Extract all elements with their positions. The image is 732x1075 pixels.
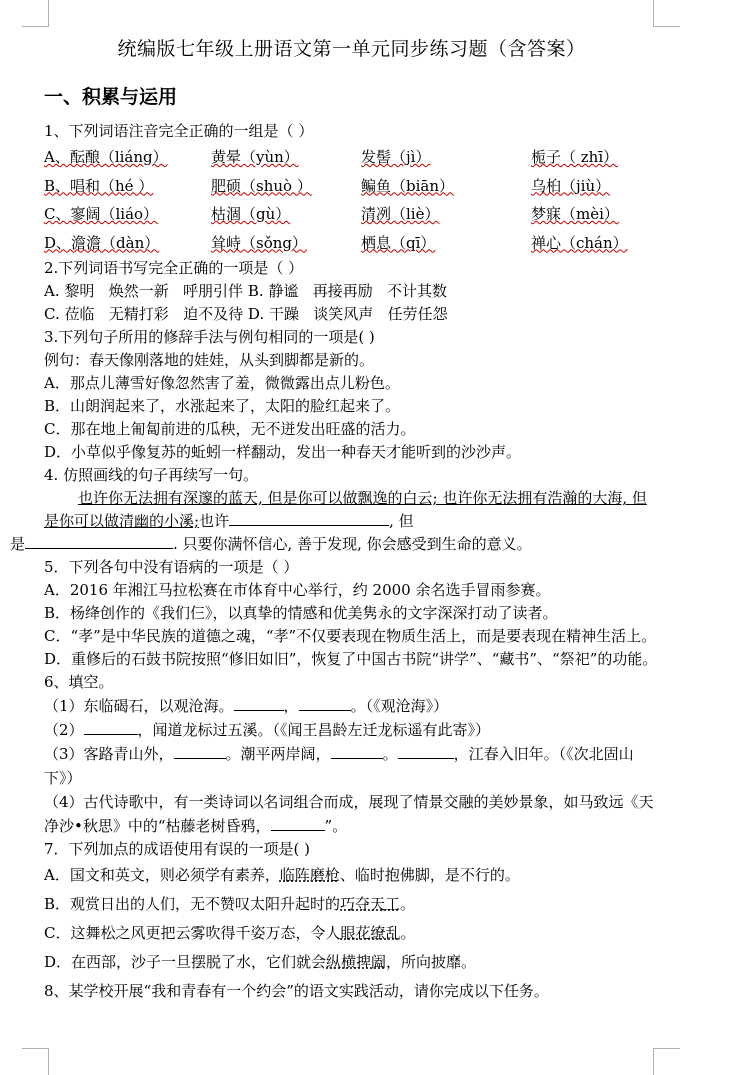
- q6-item-1: [44, 694, 659, 718]
- q4-tail: . 只要你满怀信心, 善于发现, 你会感受到生命的意义。: [173, 535, 532, 553]
- q1-c-1: C、寥阔（liáo）: [44, 205, 159, 223]
- q7-text: ，所向披靡。: [386, 953, 477, 971]
- q7-text: B．观赏日出的人们，无不赞叹太阳升起时的: [44, 895, 341, 913]
- q1-d-1: D、澹澹（dàn）: [44, 233, 160, 252]
- q7-text: C．这舞松之风更把云雾吹得千姿万态，令人: [44, 924, 341, 942]
- q5-stem: 5．下列各句中没有语病的一项是（ ）: [44, 558, 299, 576]
- q1-stem: 1、下列词语注音完全正确的一组是（ ）: [44, 122, 314, 140]
- q7-text: D．在西部，沙子一旦摆脱了水，它们就会: [44, 953, 327, 971]
- q6-blank[interactable]: [84, 719, 138, 735]
- q4-blank-1[interactable]: [229, 510, 389, 526]
- q5-option-a: A．2016 年湘江马拉松赛在市体育中心举行，约 2000 余名选手冒雨参赛。: [44, 581, 551, 599]
- q3-option-d: D．小草似乎像复苏的蚯蚓一样翻动，发出一种春天才能听到的沙沙声。: [44, 443, 522, 461]
- q6-text: 。（《观沧海》）: [350, 697, 449, 715]
- q5-option-b: B．杨绛创作的《我们仨》，以真挚的情感和优美隽永的文字深深打动了读者。: [44, 604, 558, 622]
- q6-text: 。潮平两岸阔，: [225, 745, 331, 763]
- q2-word: 不计其数: [387, 282, 448, 300]
- q2-word: 呼朋引伴: [183, 282, 244, 300]
- q6-item-3: [44, 742, 659, 790]
- q2-opt-d: D. 干躁: [247, 305, 299, 323]
- q1-a-2: 黄晕（yùn）: [211, 148, 299, 166]
- q1-options: [44, 143, 659, 257]
- section-heading: 一、积累与运用: [44, 86, 178, 108]
- crop-mark-bottom-left: [22, 1048, 49, 1075]
- q2-word: 无精打彩: [108, 305, 169, 323]
- q2-word: 焕然一新: [108, 282, 169, 300]
- q7-idiom: 眼花缭乱: [340, 924, 401, 942]
- q2-opt-a: A. 黎明: [44, 282, 95, 300]
- q6-blank[interactable]: [398, 743, 454, 759]
- q1-c-4: 梦寐（mèi）: [531, 205, 619, 223]
- q6-text: 。: [382, 745, 398, 763]
- q4-stem: 4. 仿照画线的句子再续写一句。: [44, 466, 259, 484]
- q6-text: （4）古代诗歌中，有一类诗词以名词组合而成，展现了情景交融的美妙景象，如马致远《天净沙•秋思》中的“枯藤老树昏鸦，: [44, 793, 654, 835]
- q6-text: （2）: [44, 721, 84, 739]
- q1-c-3: 清冽（liè）: [361, 205, 440, 223]
- q4-text: 是: [10, 535, 26, 553]
- q5-option-d: D．重修后的石鼓书院按照“修旧如旧”，恢复了中国古书院“讲学”、“藏书”、“祭祀”的功能。: [44, 650, 658, 668]
- q7-idiom: 纵横捭阖: [326, 953, 387, 971]
- q3-stem: 3.下列句子所用的修辞手法与例句相同的一项是( ): [44, 328, 375, 346]
- q3-option-b: B．山朗润起来了，水涨起来了，太阳的脸红起来了。: [44, 397, 401, 415]
- q7-option-a: [44, 861, 659, 890]
- q7-idiom: 巧夺天工: [340, 895, 401, 913]
- q7-stem: 7．下列加点的成语使用有误的一项是( ): [44, 840, 311, 858]
- q6-text: ，闻道龙标过五溪。（《闻王昌龄左迁龙标遥有此寄》）: [137, 721, 491, 739]
- q4-body: [10, 487, 659, 556]
- q1-d-2: 耸峙（sǒng）: [211, 233, 307, 252]
- q6-blank[interactable]: [271, 815, 325, 831]
- q6-blank[interactable]: [299, 695, 351, 711]
- q1-b-1: B、唱和（hé ）: [44, 176, 154, 195]
- q7-text: 。: [400, 895, 416, 913]
- q2-word: 谈笑风声: [313, 305, 374, 323]
- q6-text: （1）东临碣石，以观沧海。: [44, 697, 234, 715]
- q7-text: A．国文和英文，则必须学有素养，: [44, 866, 280, 884]
- q1-a-3: 发髻（jì）: [361, 148, 431, 166]
- q2-word: 再接再励: [312, 282, 373, 300]
- crop-mark-top-right: [653, 0, 680, 27]
- q2-stem: 2.下列词语书写完全正确的一项是（ ）: [44, 259, 304, 277]
- q1-d-4: 禅心（chán）: [531, 233, 628, 252]
- q2-word: 迫不及待: [183, 305, 244, 323]
- q2-row-2: [44, 303, 659, 326]
- q3-example: 例句：春天像刚落地的娃娃，从头到脚都是新的。: [44, 351, 375, 369]
- q6-blank[interactable]: [234, 695, 284, 711]
- q1-a-4: 栀子（ zhī）: [531, 148, 619, 166]
- q4-blank-2[interactable]: [25, 533, 173, 549]
- q1-c-2: 枯涸（gù）: [211, 205, 291, 223]
- q6-blank[interactable]: [331, 743, 383, 759]
- q6-stem: 6、填空。: [44, 673, 114, 691]
- q6-text: ”。: [324, 817, 348, 835]
- q1-b-3: 鳊鱼（biān）: [361, 176, 455, 195]
- q4-text: , 但: [389, 512, 414, 530]
- q6-text: ，: [283, 697, 299, 715]
- document-title: 统编版七年级上册语文第一单元同步练习题（含答案）: [117, 38, 586, 60]
- q7-option-b: [44, 890, 659, 919]
- q8-stem: 8、某学校开展“我和青春有一个约会”的语文实践活动，请你完成以下任务。: [44, 982, 549, 1000]
- q1-b-2: 肥硕（shuò ）: [211, 176, 312, 195]
- q2-opt-b: B. 静谧: [247, 282, 299, 300]
- q2-row-1: [44, 280, 659, 303]
- q2-word: 任劳任怨: [387, 305, 448, 323]
- q6-item-4: [44, 790, 659, 838]
- q1-a-1: A、酝酿（liáng）: [44, 148, 168, 166]
- q6-text: （3）客路青山外，: [44, 745, 174, 763]
- q5-option-c: C．“孝”是中华民族的道德之魂，“孝”不仅要表现在物质生活上，而是要表现在精神生活上。: [44, 627, 657, 645]
- q6-item-2: [44, 718, 659, 742]
- q4-underlined-sentence: 也许你无法拥有深邃的蓝天, 但是你可以做飘逸的白云; 也许你无法拥有浩瀚的大海, 但是你可以做清幽的小溪;: [44, 489, 647, 530]
- q2-opt-c: C. 莅临: [44, 305, 95, 323]
- q4-text: 也许: [199, 512, 230, 530]
- q7-text: 。: [400, 924, 416, 942]
- crop-mark-bottom-right: [653, 1048, 680, 1075]
- q7-text: 、临时抱佛脚，是不行的。: [339, 866, 520, 884]
- q7-idiom: 临阵磨枪: [279, 866, 340, 884]
- q1-d-3: 栖息（qī）: [361, 233, 436, 252]
- q6-text: ，江春入旧年。（《次北固山下》）: [44, 745, 634, 787]
- q7-option-d: [44, 948, 659, 977]
- q6-blank[interactable]: [174, 743, 226, 759]
- q3-option-c: C．那在地上匍匐前进的瓜秧，无不迸发出旺盛的活力。: [44, 420, 416, 438]
- q3-option-a: A．那点儿薄雪好像忽然害了羞，微微露出点儿粉色。: [44, 374, 400, 392]
- q7-option-c: [44, 919, 659, 948]
- crop-mark-top-left: [22, 0, 49, 27]
- document-content: [10, 36, 659, 1006]
- q1-b-4: 乌桕（jiù）: [531, 176, 611, 195]
